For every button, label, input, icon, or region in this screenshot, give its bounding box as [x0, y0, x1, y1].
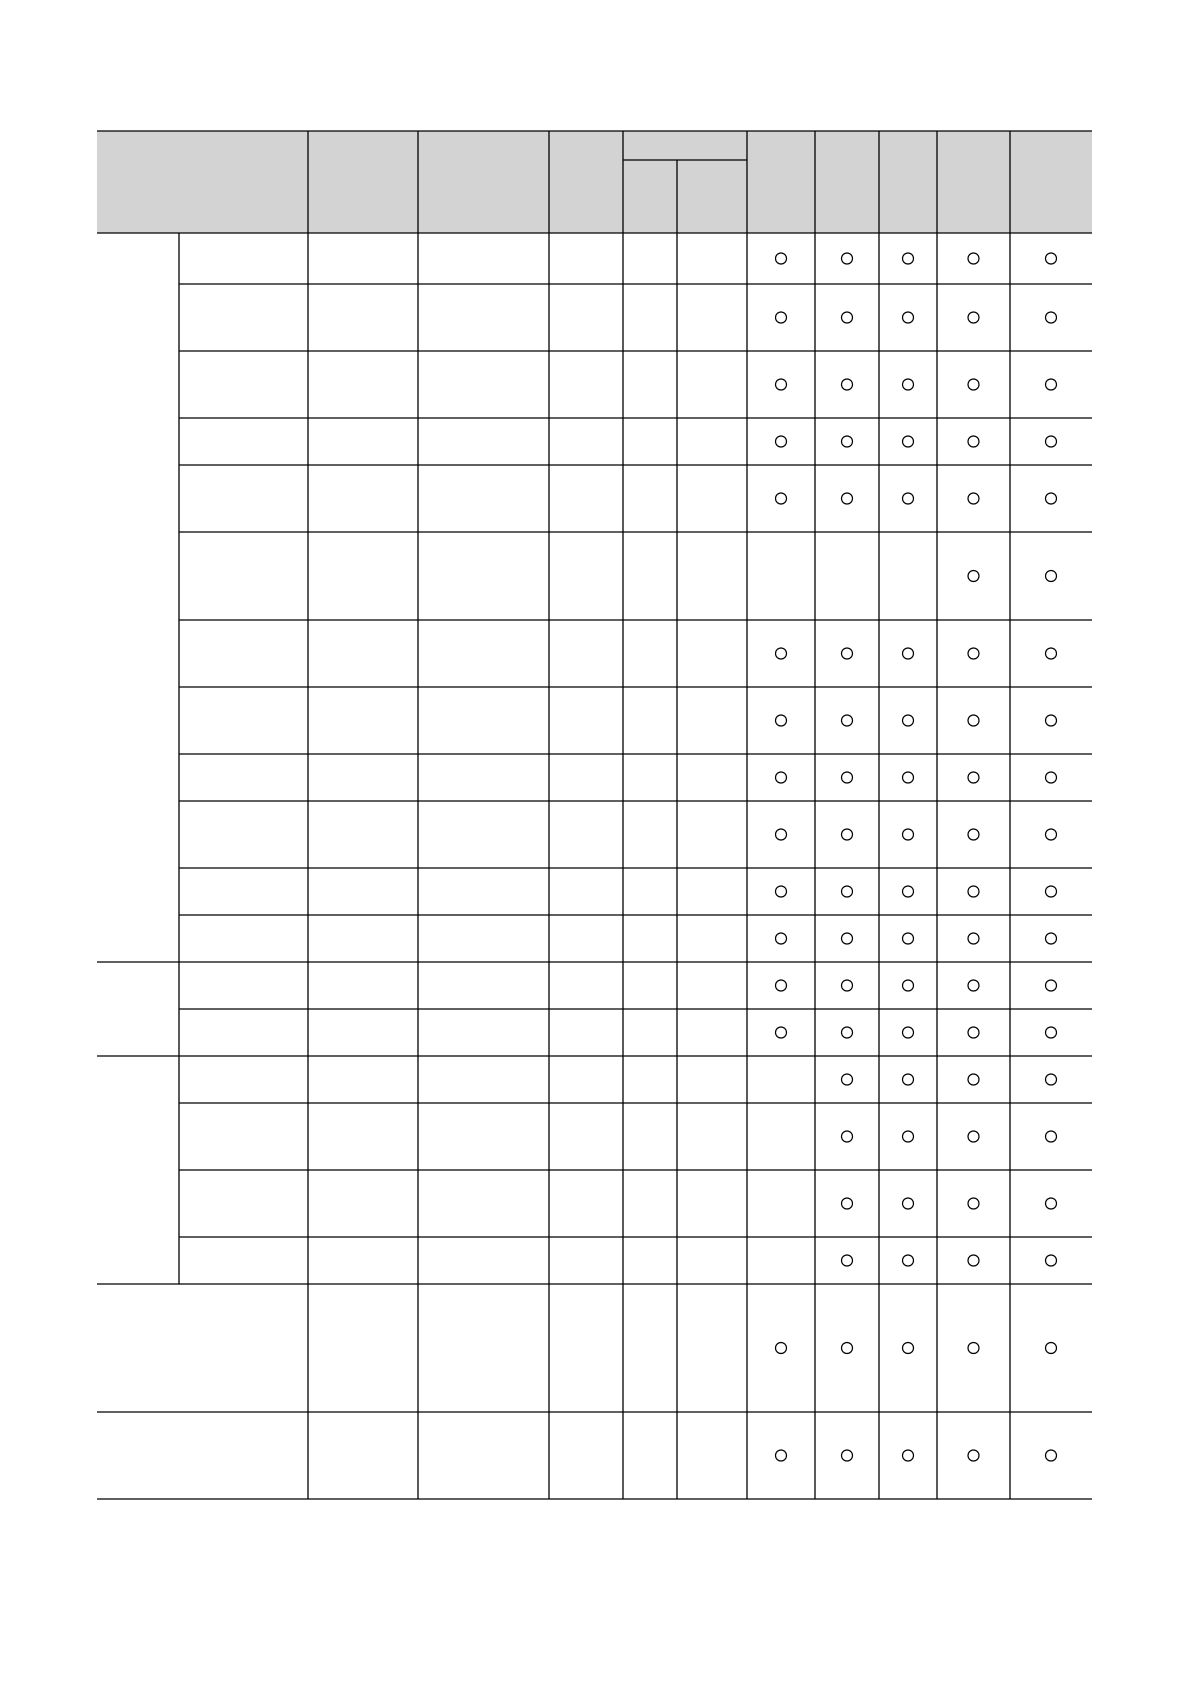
- circle-mark: [1046, 493, 1057, 504]
- circle-mark: [968, 1343, 979, 1354]
- circle-mark: [842, 829, 853, 840]
- circle-mark: [968, 648, 979, 659]
- circle-mark: [1046, 1027, 1057, 1038]
- circle-mark: [842, 933, 853, 944]
- circle-mark: [1046, 715, 1057, 726]
- circle-mark: [1046, 980, 1057, 991]
- circle-mark: [903, 312, 914, 323]
- circle-mark: [968, 493, 979, 504]
- circle-mark: [1046, 1074, 1057, 1085]
- circle-mark: [968, 436, 979, 447]
- circle-mark: [842, 379, 853, 390]
- circle-mark: [968, 980, 979, 991]
- circle-mark: [903, 1131, 914, 1142]
- circle-mark: [842, 436, 853, 447]
- table-marks: [776, 253, 1057, 1461]
- circle-mark: [776, 829, 787, 840]
- circle-mark: [776, 648, 787, 659]
- circle-mark: [1046, 648, 1057, 659]
- circle-mark: [776, 253, 787, 264]
- circle-mark: [1046, 829, 1057, 840]
- circle-mark: [842, 1255, 853, 1266]
- table-header: [97, 131, 1092, 233]
- circle-mark: [903, 1198, 914, 1209]
- circle-mark: [903, 772, 914, 783]
- circle-mark: [776, 436, 787, 447]
- circle-mark: [968, 715, 979, 726]
- circle-mark: [842, 1074, 853, 1085]
- circle-mark: [776, 312, 787, 323]
- circle-mark: [968, 379, 979, 390]
- circle-mark: [968, 571, 979, 582]
- circle-mark: [903, 1074, 914, 1085]
- circle-mark: [1046, 571, 1057, 582]
- circle-mark: [776, 933, 787, 944]
- circle-mark: [1046, 772, 1057, 783]
- circle-mark: [903, 715, 914, 726]
- circle-mark: [968, 253, 979, 264]
- circle-mark: [776, 980, 787, 991]
- circle-mark: [842, 772, 853, 783]
- circle-mark: [842, 1131, 853, 1142]
- circle-mark: [968, 1131, 979, 1142]
- circle-mark: [903, 648, 914, 659]
- circle-mark: [842, 715, 853, 726]
- circle-mark: [903, 1343, 914, 1354]
- circle-mark: [968, 933, 979, 944]
- circle-mark: [968, 312, 979, 323]
- circle-mark: [842, 1198, 853, 1209]
- circle-mark: [903, 436, 914, 447]
- table-rules: [97, 131, 1092, 1499]
- circle-mark: [1046, 1450, 1057, 1461]
- circle-mark: [842, 253, 853, 264]
- circle-mark: [776, 493, 787, 504]
- circle-mark: [903, 829, 914, 840]
- circle-mark: [842, 980, 853, 991]
- circle-mark: [903, 1450, 914, 1461]
- circle-mark: [776, 772, 787, 783]
- circle-mark: [776, 886, 787, 897]
- circle-mark: [903, 253, 914, 264]
- circle-mark: [842, 886, 853, 897]
- circle-mark: [842, 1450, 853, 1461]
- circle-mark: [1046, 1343, 1057, 1354]
- circle-mark: [1046, 312, 1057, 323]
- circle-mark: [1046, 1255, 1057, 1266]
- circle-mark: [968, 886, 979, 897]
- circle-mark: [968, 1074, 979, 1085]
- circle-mark: [776, 1027, 787, 1038]
- circle-mark: [842, 1343, 853, 1354]
- circle-mark: [968, 1027, 979, 1038]
- circle-mark: [1046, 379, 1057, 390]
- circle-mark: [903, 886, 914, 897]
- circle-mark: [903, 1255, 914, 1266]
- circle-mark: [776, 715, 787, 726]
- circle-mark: [776, 1343, 787, 1354]
- circle-mark: [776, 1450, 787, 1461]
- circle-mark: [842, 1027, 853, 1038]
- circle-mark: [1046, 933, 1057, 944]
- circle-mark: [968, 1198, 979, 1209]
- circle-mark: [968, 1450, 979, 1461]
- circle-mark: [903, 379, 914, 390]
- circle-mark: [968, 772, 979, 783]
- circle-mark: [842, 648, 853, 659]
- header-background: [97, 131, 1092, 233]
- circle-mark: [842, 312, 853, 323]
- circle-mark: [903, 980, 914, 991]
- circle-mark: [968, 829, 979, 840]
- circle-mark: [842, 493, 853, 504]
- circle-mark: [1046, 1131, 1057, 1142]
- circle-mark: [1046, 1198, 1057, 1209]
- circle-mark: [968, 1255, 979, 1266]
- circle-mark: [776, 379, 787, 390]
- circle-mark: [903, 1027, 914, 1038]
- circle-mark: [1046, 436, 1057, 447]
- circle-mark: [903, 493, 914, 504]
- circle-mark: [1046, 253, 1057, 264]
- circle-mark: [903, 933, 914, 944]
- circle-mark: [1046, 886, 1057, 897]
